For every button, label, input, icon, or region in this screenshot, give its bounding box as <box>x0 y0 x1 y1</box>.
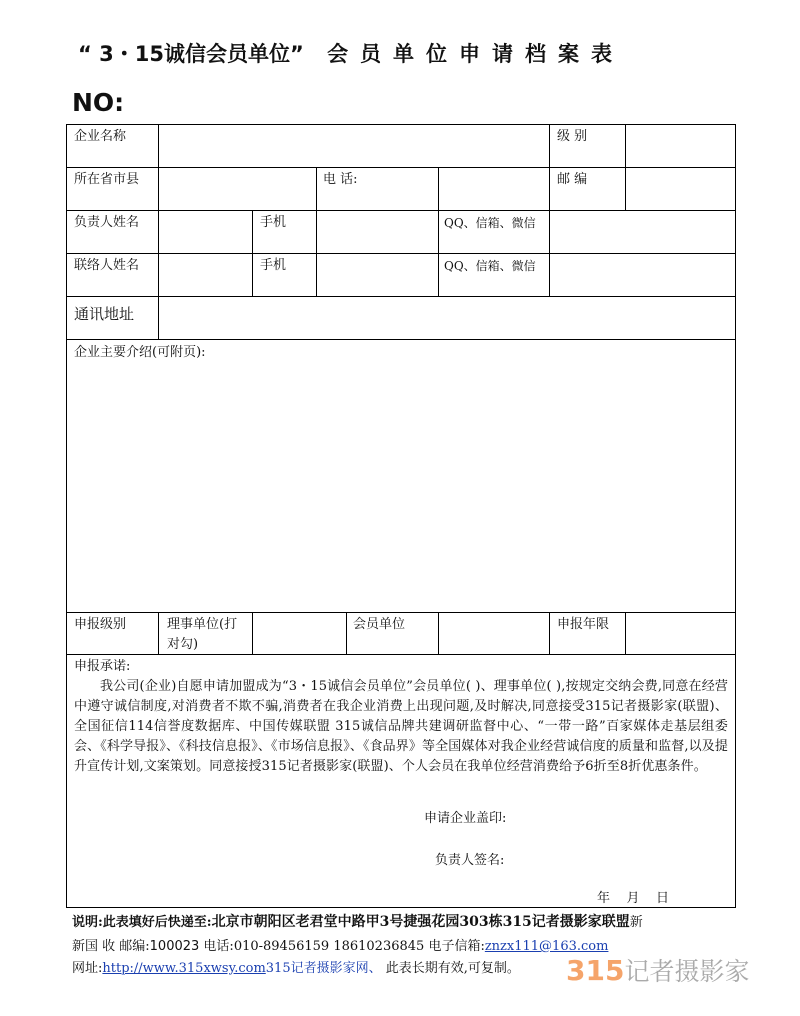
contact-mobile-field[interactable] <box>317 254 439 297</box>
level-label: 级 别 <box>550 125 626 168</box>
recipient-label: 新国 收 邮编: <box>72 939 150 954</box>
contact-im-label: QQ、信箱、微信 <box>439 254 550 297</box>
watermark-logo <box>566 952 749 988</box>
apply-years-label: 申报年限 <box>550 613 626 655</box>
company-seal-label: 申请企业盖印: <box>424 811 507 826</box>
footer-phone-value: 010-89456159 18610236845 <box>233 939 425 954</box>
phone-field[interactable] <box>439 168 550 211</box>
company-intro-area[interactable] <box>67 340 735 613</box>
apply-years-field[interactable] <box>626 613 735 655</box>
phone-label: 电 话: <box>317 168 439 211</box>
member-unit-field[interactable] <box>439 613 550 655</box>
mailing-address: 北京市朝阳区老君堂中路甲3号捷强花园303栋315记者摄影家联盟 <box>211 914 630 930</box>
commitment-label: 申报承诺: <box>74 659 131 674</box>
apply-level-label: 申报级别 <box>67 613 159 655</box>
footer-website-line <box>72 957 520 976</box>
company-name-field[interactable] <box>159 125 550 168</box>
website-name[interactable]: 315记者摄影家网、 <box>265 961 382 976</box>
application-form-table <box>66 124 736 908</box>
footer-address-line <box>72 911 643 931</box>
responsible-mobile-field[interactable] <box>317 211 439 254</box>
mailing-address-tail: 新 <box>629 915 643 930</box>
form-title <box>78 38 778 68</box>
commitment-section <box>67 655 735 907</box>
contact-name-label: 联络人姓名 <box>67 254 159 297</box>
footer-email-label: 电子信箱: <box>424 939 485 954</box>
postcode-label: 邮 编 <box>550 168 626 211</box>
website-link[interactable]: http://www.315xwsy.com <box>102 961 266 976</box>
email-link[interactable]: znzx111@163.com <box>484 939 609 954</box>
location-label: 所在省市县 <box>67 168 159 211</box>
responsible-im-field[interactable] <box>550 211 735 254</box>
contact-name-field[interactable] <box>159 254 253 297</box>
council-unit-label: 理事单位(打对勾) <box>159 613 253 655</box>
council-unit-field[interactable] <box>253 613 347 655</box>
form-title-prefix: “ 3・15诚信会员单位” <box>78 42 312 66</box>
date-label: 年 月 日 <box>597 891 670 906</box>
watermark-number: 315 <box>566 954 625 987</box>
company-name-label: 企业名称 <box>67 125 159 168</box>
address-field[interactable] <box>159 297 735 340</box>
postcode-value: 100023 <box>149 939 200 954</box>
responsible-im-label: QQ、信箱、微信 <box>439 211 550 254</box>
postcode-field[interactable] <box>626 168 735 211</box>
responsible-name-label: 负责人姓名 <box>67 211 159 254</box>
footer-phone-label: 电话: <box>199 939 234 954</box>
contact-im-field[interactable] <box>550 254 735 297</box>
footer-note-label: 说明:此表填好后快递至: <box>72 915 212 930</box>
company-intro-label: 企业主要介绍(可附页): <box>74 345 206 360</box>
watermark-text: 记者摄影家 <box>624 957 750 986</box>
member-unit-label: 会员单位 <box>347 613 439 655</box>
level-field[interactable] <box>626 125 735 168</box>
location-field[interactable] <box>159 168 317 211</box>
contact-mobile-label: 手机 <box>253 254 317 297</box>
responsible-mobile-label: 手机 <box>253 211 317 254</box>
website-label: 网址: <box>72 961 103 976</box>
footer-contact-line <box>72 935 608 954</box>
responsible-name-field[interactable] <box>159 211 253 254</box>
validity-note: 此表长期有效,可复制。 <box>381 961 520 976</box>
responsible-signature-label: 负责人签名: <box>435 853 505 868</box>
form-title-main: 会员单位申请档案表 <box>327 42 625 66</box>
address-label: 通讯地址 <box>67 297 159 340</box>
commitment-text: 我公司(企业)自愿申请加盟成为“3・15诚信会员单位”会员单位( )、理事单位( ),按规定交纳会费,同意在经营中遵守诚信制度,对消费者不欺不骗,消费者在我企业消费上出现问题,及时解决,同意接受315记者摄影家(联盟)、全国征信114信誉度数据库、中国传媒联盟 315诚信品牌共建调研监督中心、“一带一路”百家媒体走基层组委会、《科学导报》、《科技信息报》、《市场信息报》、《食品界》等全国媒体对我企业经营诚信度的质量和监督,以及提升宣传计划,文案策划。同意接授315记者摄影家(联盟)、个人会员在我单位经营消费给予6折至8折优惠条件。 <box>74 679 728 774</box>
serial-number-label: NO: <box>72 88 125 117</box>
